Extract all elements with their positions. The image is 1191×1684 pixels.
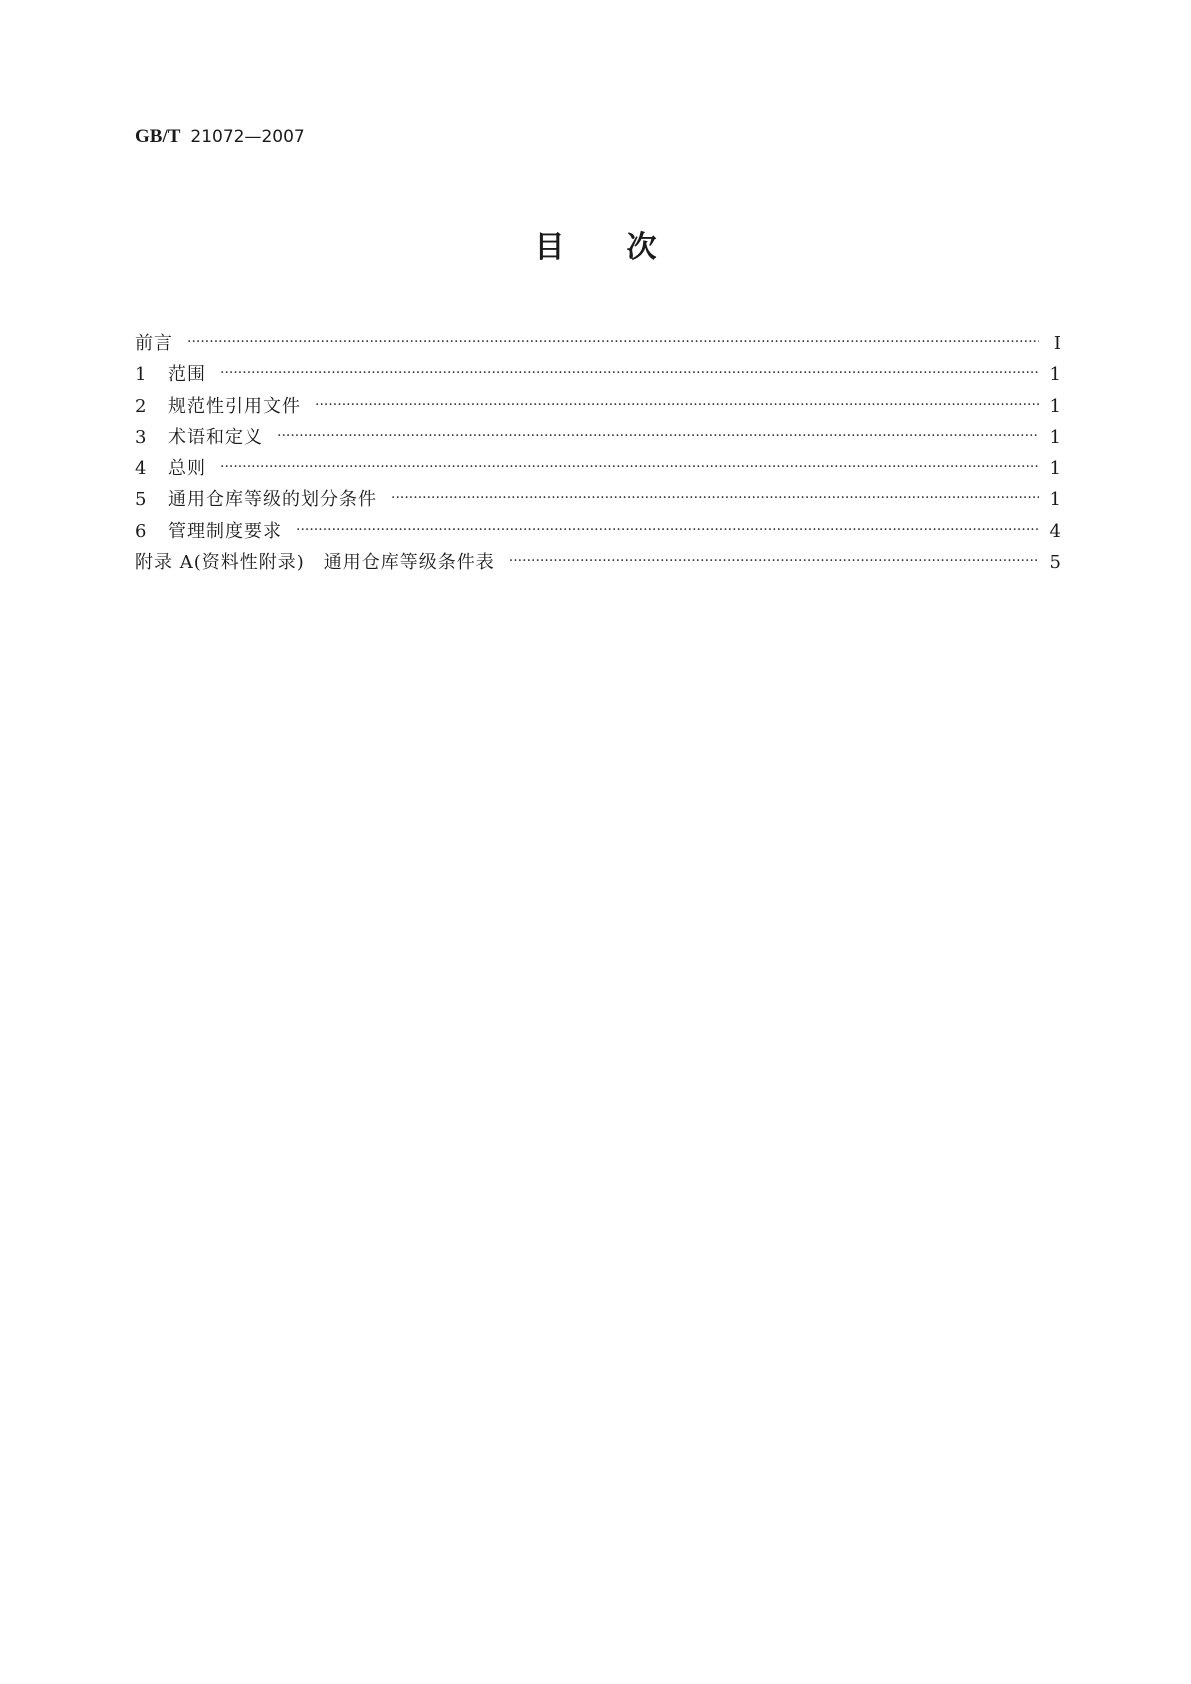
toc-entry-number: 5 [135,489,147,511]
toc-entry-page: 1 [1049,489,1061,511]
toc-entry-number: 4 [135,458,147,480]
toc-entry-number: 6 [135,520,147,542]
toc-entry-label: 附录 A(资料性附录) 通用仓库等级条件表 [135,552,495,574]
toc-entry-number: 2 [135,395,147,417]
toc-entry-label: 术语和定义 [168,426,263,448]
toc-entry-general[interactable] [135,453,1061,484]
standard-code [135,126,305,148]
toc-entry-label: 管理制度要求 [168,520,282,542]
toc-entry-label: 总则 [168,458,206,480]
toc-entry-terms-definitions[interactable] [135,422,1061,453]
toc-leader-dots [509,546,1039,577]
toc-leader-dots [277,421,1039,452]
toc-entry-number: 1 [135,364,147,386]
toc-entry-annex-a[interactable] [135,547,1061,578]
toc-entry-page: 4 [1049,520,1061,542]
toc-entry-page: 1 [1049,426,1061,448]
toc-title-right: 次 [626,230,657,265]
standard-prefix: GB/T [135,126,181,147]
toc-entry-page: Ⅰ [1053,333,1061,354]
toc-entry-label: 范围 [168,364,206,386]
toc-entry-normative-references[interactable] [135,391,1061,422]
toc-title-left: 目 [534,230,565,265]
toc-leader-dots [220,452,1039,483]
toc-entry-scope[interactable] [135,359,1061,390]
toc-entry-page: 1 [1049,364,1061,386]
standard-number: 21072—2007 [190,127,305,147]
toc-leader-dots [187,327,1039,358]
toc-entry-label: 前言 [135,333,173,354]
toc-entry-foreword[interactable] [135,328,1061,359]
toc-title [0,228,1191,268]
toc-leader-dots [391,483,1039,514]
toc-entry-grade-conditions[interactable] [135,484,1061,515]
toc-entry-page: 1 [1049,458,1061,480]
toc-list [135,328,1061,578]
toc-leader-dots [315,390,1039,421]
toc-leader-dots [296,515,1039,546]
toc-entry-label: 规范性引用文件 [168,395,301,417]
toc-entry-page: 1 [1049,395,1061,417]
toc-entry-page: 5 [1049,552,1061,574]
toc-leader-dots [220,358,1039,389]
toc-entry-number: 3 [135,426,147,448]
toc-entry-management-requirements[interactable] [135,516,1061,547]
toc-entry-label: 通用仓库等级的划分条件 [168,489,377,511]
